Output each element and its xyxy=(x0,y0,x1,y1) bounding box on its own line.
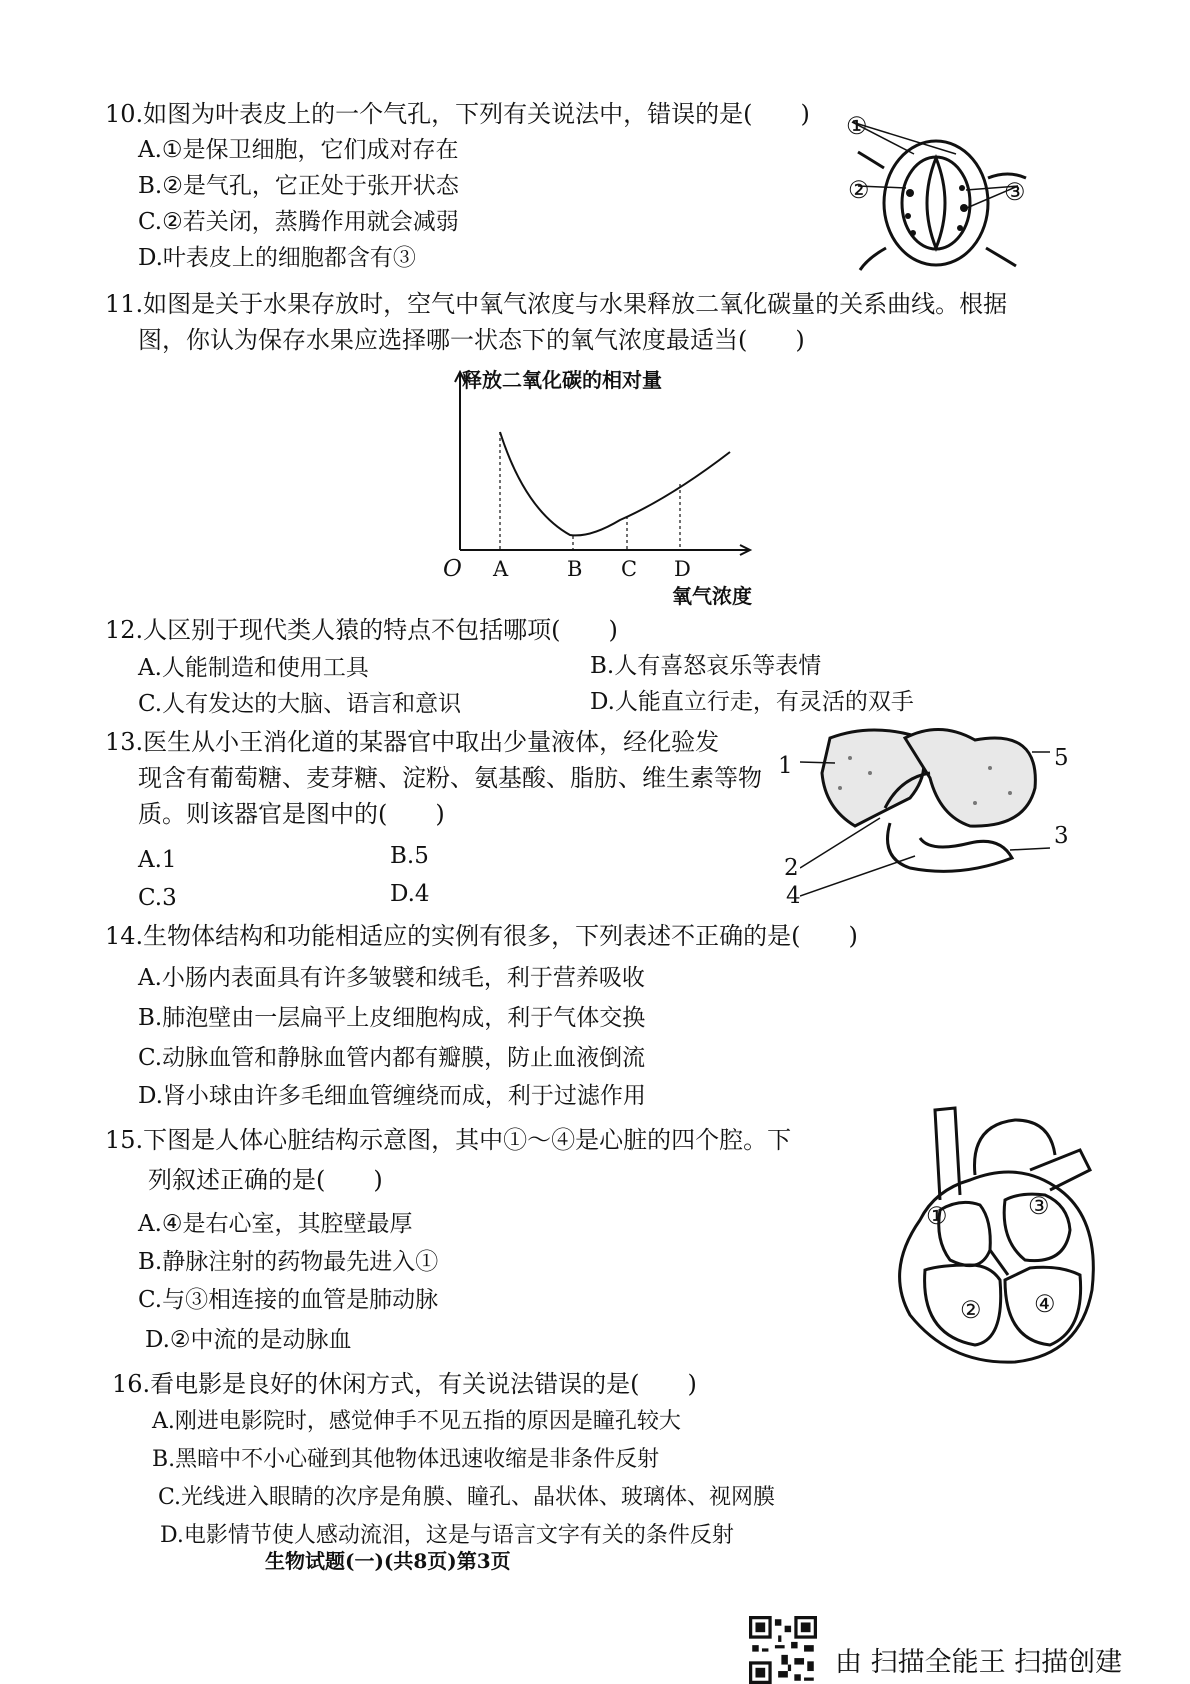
digestive-label-2: 2 xyxy=(784,855,799,881)
q14-option-d: D.肾小球由许多毛细血管缠绕而成，利于过滤作用 xyxy=(138,1083,646,1109)
q12-option-b: B.人有喜怒哀乐等表情 xyxy=(590,653,822,679)
graph-tick-c: C xyxy=(621,557,638,581)
digestive-label-4: 4 xyxy=(786,883,801,909)
oxygen-co2-graph xyxy=(430,370,760,570)
q16-option-c: C.光线进入眼睛的次序是角膜、瞳孔、晶状体、玻璃体、视网膜 xyxy=(158,1485,776,1510)
q13-option-a: A.1 xyxy=(138,847,177,873)
stoma-label-3: ③ xyxy=(1004,178,1026,206)
heart-figure xyxy=(880,1100,1100,1370)
q10-option-b: B.②是气孔，它正处于张开状态 xyxy=(138,173,459,199)
q13-stem-line2: 现含有葡萄糖、麦芽糖、淀粉、氨基酸、脂肪、维生素等物 xyxy=(138,764,762,792)
q16-option-a: A.刚进电影院时，感觉伸手不见五指的原因是瞳孔较大 xyxy=(152,1409,681,1434)
q15-option-a: A.④是右心室，其腔壁最厚 xyxy=(138,1211,413,1237)
q16-option-d: D.电影情节使人感动流泪，这是与语言文字有关的条件反射 xyxy=(160,1523,734,1548)
q10-stem: 10.如图为叶表皮上的一个气孔，下列有关说法中，错误的是( ) xyxy=(105,100,810,128)
co2-curve xyxy=(500,432,730,535)
graph-tick-a: A xyxy=(493,557,509,581)
q12-option-c: C.人有发达的大脑、语言和意识 xyxy=(138,691,462,717)
q13-option-d: D.4 xyxy=(390,881,430,907)
q11-stem-line2: 图，你认为保存水果应选择哪一状态下的氧气浓度最适当( ) xyxy=(138,326,805,354)
q14-option-c: C.动脉血管和静脉血管内都有瓣膜，防止血液倒流 xyxy=(138,1045,646,1071)
q14-stem: 14.生物体结构和功能相适应的实例有很多，下列表述不正确的是( ) xyxy=(105,922,858,950)
graph-ylabel: 释放二氧化碳的相对量 xyxy=(462,368,662,392)
q12-stem: 12.人区别于现代类人猿的特点不包括哪项( ) xyxy=(105,616,618,644)
q13-stem-line1: 13.医生从小王消化道的某器官中取出少量液体，经化验发 xyxy=(105,728,720,756)
scan-watermark-text: 由 扫描全能王 扫描创建 xyxy=(835,1647,1123,1678)
graph-tick-d: D xyxy=(674,557,691,581)
q15-option-d: D.②中流的是动脉血 xyxy=(145,1327,352,1353)
q15-stem-line1: 15.下图是人体心脏结构示意图，其中①～④是心脏的四个腔。下 xyxy=(105,1126,792,1154)
graph-xlabel: 氧气浓度 xyxy=(672,584,752,608)
q10-option-c: C.②若关闭，蒸腾作用就会减弱 xyxy=(138,209,459,235)
heart-label-1: ① xyxy=(926,1202,948,1230)
q16-option-b: B.黑暗中不小心碰到其他物体迅速收缩是非条件反射 xyxy=(152,1447,660,1472)
heart-label-2: ② xyxy=(960,1296,982,1324)
qr-code-icon xyxy=(748,1616,818,1684)
heart-label-4: ④ xyxy=(1034,1290,1056,1318)
page-footer: 生物试题(一)(共8页)第3页 xyxy=(265,1549,511,1573)
q16-stem: 16.看电影是良好的休闲方式，有关说法错误的是( ) xyxy=(112,1370,697,1398)
stoma-label-1: ① xyxy=(846,112,868,140)
q13-stem-line3: 质。则该器官是图中的( ) xyxy=(138,800,445,828)
q11-stem-line1: 11.如图是关于水果存放时，空气中氧气浓度与水果释放二氧化碳量的关系曲线。根据 xyxy=(105,290,1008,318)
stoma-label-2: ② xyxy=(848,176,870,204)
q14-option-b: B.肺泡壁由一层扁平上皮细胞构成，利于气体交换 xyxy=(138,1005,646,1031)
q15-option-b: B.静脉注射的药物最先进入① xyxy=(138,1249,439,1275)
q12-option-d: D.人能直立行走，有灵活的双手 xyxy=(590,689,914,715)
q10-option-d: D.叶表皮上的细胞都含有③ xyxy=(138,245,416,271)
q13-option-b: B.5 xyxy=(390,843,429,869)
q10-option-a: A.①是保卫细胞，它们成对存在 xyxy=(138,137,459,163)
q12-option-a: A.人能制造和使用工具 xyxy=(138,655,369,681)
digestive-label-5: 5 xyxy=(1054,745,1069,771)
q14-option-a: A.小肠内表面具有许多皱襞和绒毛，利于营养吸收 xyxy=(138,965,645,991)
q13-option-c: C.3 xyxy=(138,885,177,911)
q15-option-c: C.与③相连接的血管是肺动脉 xyxy=(138,1287,439,1313)
graph-origin: O xyxy=(443,556,462,582)
graph-tick-b: B xyxy=(567,557,583,581)
q15-stem-line2: 列叙述正确的是( ) xyxy=(148,1166,383,1194)
digestive-organs-figure xyxy=(800,718,1050,898)
heart-label-3: ③ xyxy=(1028,1192,1050,1220)
digestive-label-3: 3 xyxy=(1054,823,1069,849)
digestive-label-1: 1 xyxy=(778,753,793,779)
